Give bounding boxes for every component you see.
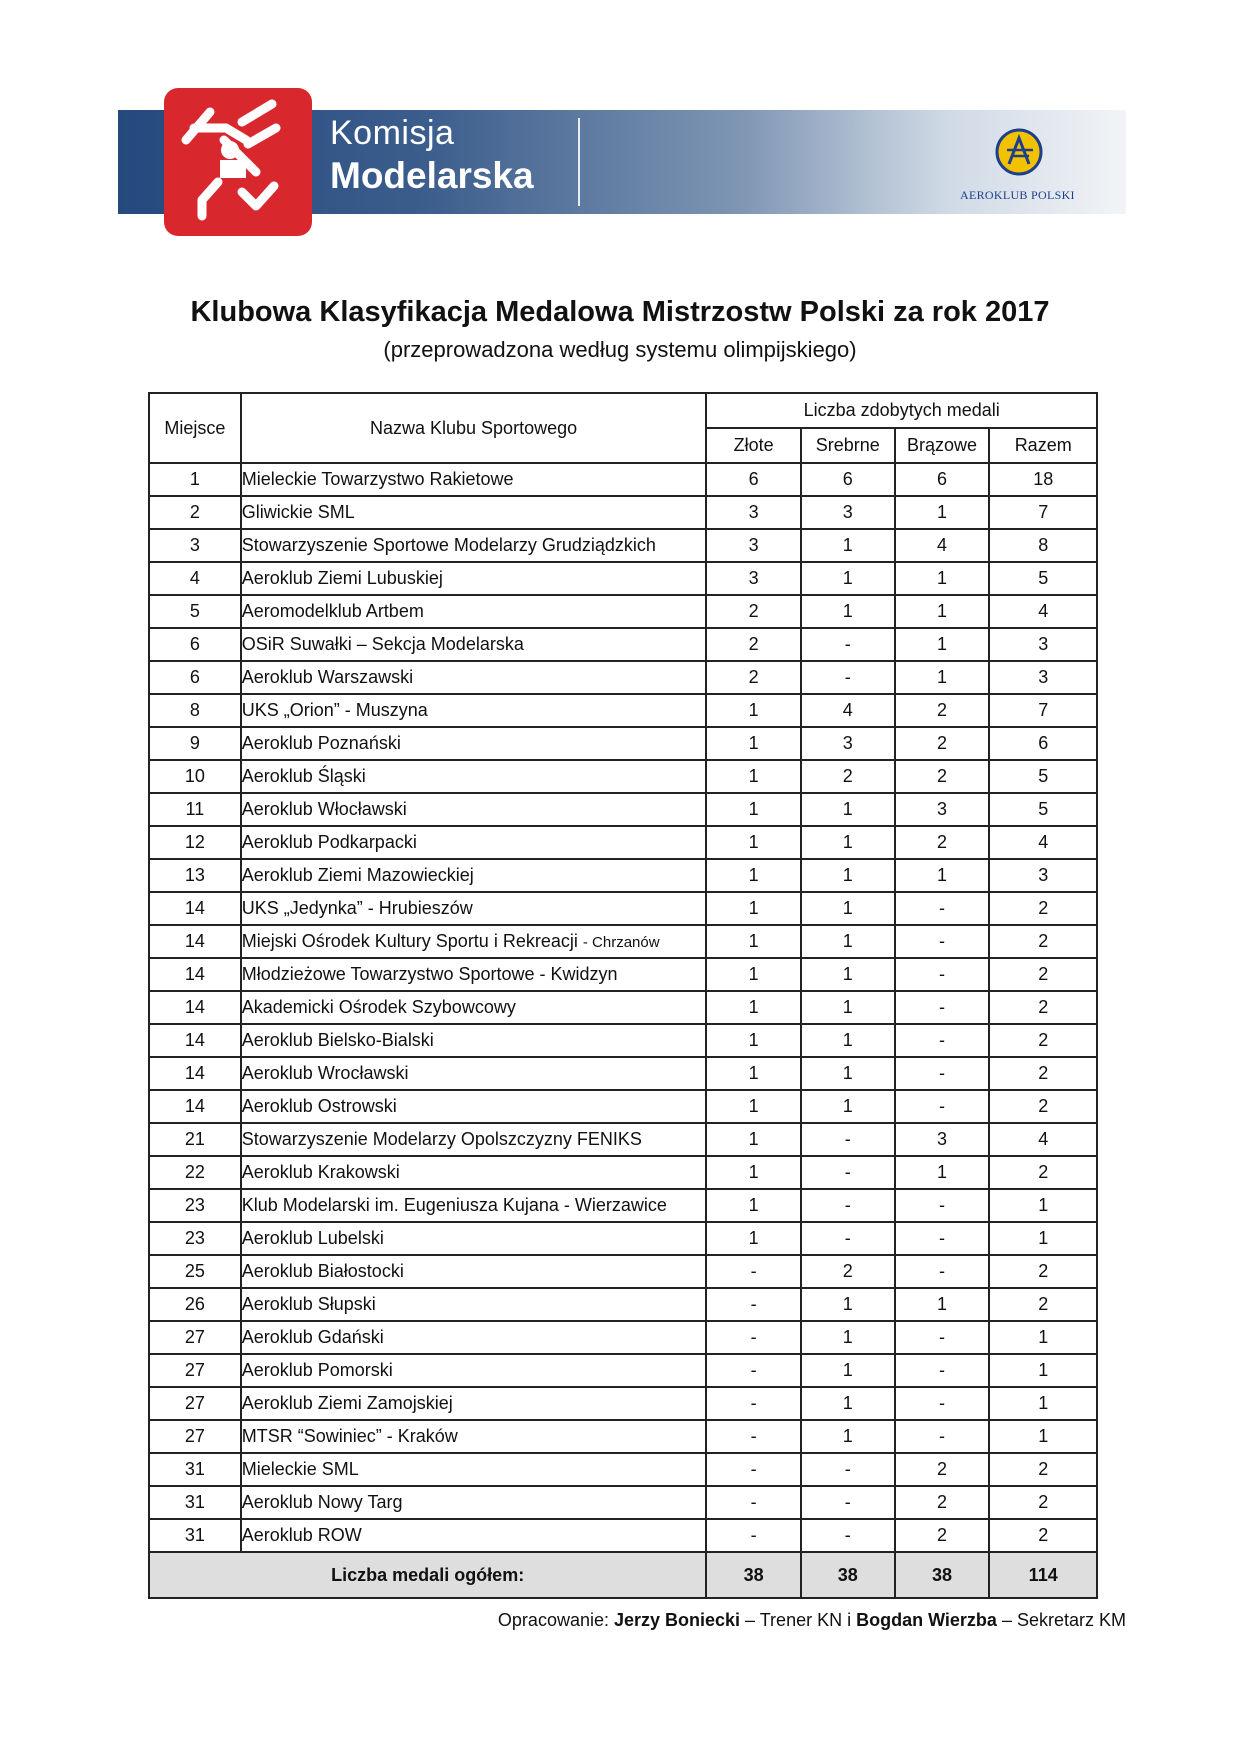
table-row — [149, 925, 1097, 958]
place-cell: 22 — [149, 1156, 241, 1189]
silver-cell: - — [801, 1222, 895, 1255]
total-cell: 7 — [989, 496, 1097, 529]
gold-cell: 3 — [706, 562, 801, 595]
club-name-cell — [241, 925, 707, 958]
bronze-cell: - — [895, 958, 990, 991]
gold-cell: 2 — [706, 661, 801, 694]
club-name: MTSR “Sowiniec” - Kraków — [241, 1426, 458, 1446]
place-cell: 10 — [149, 760, 241, 793]
place-cell: 12 — [149, 826, 241, 859]
gold-cell: 1 — [706, 727, 801, 760]
aeroklub-polski-label: AEROKLUB POLSKI — [960, 188, 1075, 202]
silver-cell: 1 — [801, 1387, 895, 1420]
footer-author-1: Jerzy Boniecki — [613, 1610, 741, 1630]
club-name-cell — [241, 1519, 707, 1552]
table-row — [149, 1354, 1097, 1387]
club-name-cell — [241, 991, 707, 1024]
club-name: Mieleckie SML — [241, 1459, 359, 1479]
club-name-cell — [241, 1090, 707, 1123]
silver-cell: 1 — [801, 1420, 895, 1453]
total-cell: 2 — [989, 958, 1097, 991]
club-name: Aeroklub Słupski — [241, 1294, 376, 1314]
gold-cell: 1 — [706, 1024, 801, 1057]
place-cell: 6 — [149, 661, 241, 694]
gold-cell: 1 — [706, 1156, 801, 1189]
club-name: Akademicki Ośrodek Szybowcowy — [241, 997, 516, 1017]
bronze-cell: 1 — [895, 661, 990, 694]
table-row — [149, 694, 1097, 727]
bronze-cell: - — [895, 1222, 990, 1255]
club-name-cell — [241, 892, 707, 925]
gold-cell: 1 — [706, 1123, 801, 1156]
table-row — [149, 1288, 1097, 1321]
silver-cell: - — [801, 628, 895, 661]
place-cell: 14 — [149, 991, 241, 1024]
bronze-cell: - — [895, 1387, 990, 1420]
silver-cell: - — [801, 1189, 895, 1222]
silver-cell: - — [801, 661, 895, 694]
place-cell: 9 — [149, 727, 241, 760]
place-cell: 4 — [149, 562, 241, 595]
bronze-cell: - — [895, 991, 990, 1024]
bronze-cell: 2 — [895, 760, 990, 793]
club-name: Aeroklub Nowy Targ — [241, 1492, 403, 1512]
silver-cell: 1 — [801, 1057, 895, 1090]
club-name: Aeroklub Krakowski — [241, 1162, 400, 1182]
table-row — [149, 1222, 1097, 1255]
komisja-modelarska-logo — [164, 88, 312, 236]
total-cell: 2 — [989, 892, 1097, 925]
totals-all: 114 — [989, 1552, 1097, 1598]
club-name: Aeroklub Ziemi Lubuskiej — [241, 568, 443, 588]
place-cell: 31 — [149, 1519, 241, 1552]
place-cell: 31 — [149, 1453, 241, 1486]
total-cell: 2 — [989, 1156, 1097, 1189]
club-name-cell — [241, 1486, 707, 1519]
bronze-cell: 2 — [895, 1519, 990, 1552]
club-name: Klub Modelarski im. Eugeniusza Kujana - Wierzawice — [241, 1195, 667, 1215]
total-cell: 1 — [989, 1321, 1097, 1354]
table-row — [149, 1057, 1097, 1090]
bronze-cell: - — [895, 1024, 990, 1057]
total-cell: 2 — [989, 1453, 1097, 1486]
bronze-cell: 1 — [895, 496, 990, 529]
gold-cell: 1 — [706, 1222, 801, 1255]
totals-gold: 38 — [706, 1552, 801, 1598]
gold-cell: - — [706, 1486, 801, 1519]
bronze-cell: 3 — [895, 793, 990, 826]
gold-cell: 6 — [706, 463, 801, 496]
gold-cell: 1 — [706, 694, 801, 727]
silver-cell: 1 — [801, 562, 895, 595]
gold-cell: 3 — [706, 529, 801, 562]
bronze-cell: - — [895, 1255, 990, 1288]
pictogram-icon — [164, 88, 312, 236]
club-name-cell — [241, 694, 707, 727]
gold-cell: - — [706, 1420, 801, 1453]
club-name-cell — [241, 1420, 707, 1453]
page-subtitle: (przeprowadzona według systemu olimpijskiego) — [383, 337, 857, 362]
gold-cell: 1 — [706, 1189, 801, 1222]
club-name-cell — [241, 1288, 707, 1321]
place-cell: 8 — [149, 694, 241, 727]
silver-cell: - — [801, 1486, 895, 1519]
table-row — [149, 1090, 1097, 1123]
club-name-cell — [241, 1453, 707, 1486]
club-name: Aeroklub Lubelski — [241, 1228, 384, 1248]
club-name-cell — [241, 1156, 707, 1189]
header-place: Miejsce — [149, 393, 241, 463]
table-row — [149, 1189, 1097, 1222]
club-name-cell — [241, 628, 707, 661]
footer-role-2: – Sekretarz KM — [996, 1610, 1126, 1630]
brand-name — [330, 116, 534, 194]
silver-cell: 1 — [801, 859, 895, 892]
bronze-cell: 1 — [895, 859, 990, 892]
club-name: UKS „Orion” - Muszyna — [241, 700, 428, 720]
place-cell: 27 — [149, 1321, 241, 1354]
total-cell: 2 — [989, 991, 1097, 1024]
silver-cell: 1 — [801, 1288, 895, 1321]
total-cell: 1 — [989, 1189, 1097, 1222]
place-cell: 14 — [149, 925, 241, 958]
gold-cell: 1 — [706, 1057, 801, 1090]
bronze-cell: 1 — [895, 1288, 990, 1321]
total-cell: 4 — [989, 826, 1097, 859]
table-row — [149, 859, 1097, 892]
footer-prefix: Opracowanie: — [497, 1610, 614, 1630]
place-cell: 2 — [149, 496, 241, 529]
header-bronze: Brązowe — [895, 428, 990, 463]
table-row — [149, 562, 1097, 595]
gold-cell: 1 — [706, 760, 801, 793]
total-cell: 2 — [989, 1057, 1097, 1090]
table-row — [149, 892, 1097, 925]
table-row — [149, 1024, 1097, 1057]
bronze-cell: 1 — [895, 562, 990, 595]
silver-cell: 3 — [801, 727, 895, 760]
totals-bronze: 38 — [895, 1552, 990, 1598]
table-row — [149, 463, 1097, 496]
table-row — [149, 1453, 1097, 1486]
silver-cell: 1 — [801, 991, 895, 1024]
club-name-cell — [241, 793, 707, 826]
table-row — [149, 1387, 1097, 1420]
total-cell: 6 — [989, 727, 1097, 760]
bronze-cell: 2 — [895, 727, 990, 760]
place-cell: 1 — [149, 463, 241, 496]
silver-cell: 1 — [801, 529, 895, 562]
gold-cell: - — [706, 1354, 801, 1387]
gold-cell: - — [706, 1288, 801, 1321]
place-cell: 25 — [149, 1255, 241, 1288]
gold-cell: - — [706, 1255, 801, 1288]
gold-cell: - — [706, 1519, 801, 1552]
club-name: Aeroklub Poznański — [241, 733, 401, 753]
bronze-cell: 1 — [895, 595, 990, 628]
silver-cell: 1 — [801, 1024, 895, 1057]
total-cell: 2 — [989, 1519, 1097, 1552]
club-name-cell — [241, 1057, 707, 1090]
club-name: Aeroklub Ostrowski — [241, 1096, 397, 1116]
bronze-cell: 2 — [895, 694, 990, 727]
header-total: Razem — [989, 428, 1097, 463]
total-cell: 2 — [989, 925, 1097, 958]
header-silver: Srebrne — [801, 428, 895, 463]
bronze-cell: 2 — [895, 826, 990, 859]
total-cell: 8 — [989, 529, 1097, 562]
header-gold: Złote — [706, 428, 801, 463]
total-cell: 2 — [989, 1288, 1097, 1321]
prepared-by — [498, 1610, 1126, 1631]
table-row — [149, 595, 1097, 628]
gold-cell: - — [706, 1321, 801, 1354]
club-name: Aeroklub Bielsko-Bialski — [241, 1030, 434, 1050]
table-row — [149, 958, 1097, 991]
silver-cell: 1 — [801, 892, 895, 925]
page-title: Klubowa Klasyfikacja Medalowa Mistrzostw Polski za rok 2017 — [190, 296, 1050, 328]
club-name-cell — [241, 595, 707, 628]
club-name-cell — [241, 463, 707, 496]
table-row — [149, 661, 1097, 694]
bronze-cell: - — [895, 1321, 990, 1354]
table-row — [149, 1519, 1097, 1552]
club-name: Aeroklub Ziemi Zamojskiej — [241, 1393, 453, 1413]
place-cell: 31 — [149, 1486, 241, 1519]
gold-cell: 1 — [706, 958, 801, 991]
medal-table — [148, 392, 1098, 1599]
place-cell: 14 — [149, 1090, 241, 1123]
banner-divider — [578, 118, 580, 206]
gold-cell: 1 — [706, 925, 801, 958]
bronze-cell: 4 — [895, 529, 990, 562]
total-cell: 18 — [989, 463, 1097, 496]
bronze-cell: 6 — [895, 463, 990, 496]
totals-label: Liczba medali ogółem: — [149, 1552, 706, 1598]
silver-cell: 1 — [801, 1321, 895, 1354]
club-name-cell — [241, 1354, 707, 1387]
club-name: Aeroklub Podkarpacki — [241, 832, 417, 852]
bronze-cell: 2 — [895, 1486, 990, 1519]
place-cell: 14 — [149, 1057, 241, 1090]
gold-cell: 1 — [706, 1090, 801, 1123]
gold-cell: 2 — [706, 595, 801, 628]
table-row — [149, 991, 1097, 1024]
bronze-cell: 3 — [895, 1123, 990, 1156]
table-row — [149, 628, 1097, 661]
silver-cell: 1 — [801, 925, 895, 958]
total-cell: 2 — [989, 1255, 1097, 1288]
silver-cell: - — [801, 1519, 895, 1552]
silver-cell: 2 — [801, 760, 895, 793]
club-name-cell — [241, 826, 707, 859]
table-row — [149, 760, 1097, 793]
club-name-cell — [241, 958, 707, 991]
club-name: Mieleckie Towarzystwo Rakietowe — [241, 469, 514, 489]
gold-cell: - — [706, 1387, 801, 1420]
bronze-cell: - — [895, 1057, 990, 1090]
table-row — [149, 1321, 1097, 1354]
club-name-cell — [241, 529, 707, 562]
table-row — [149, 529, 1097, 562]
place-cell: 6 — [149, 628, 241, 661]
bronze-cell: - — [895, 1354, 990, 1387]
brand-line-2: Modelarska — [330, 155, 534, 196]
silver-cell: 2 — [801, 1255, 895, 1288]
total-cell: 5 — [989, 562, 1097, 595]
silver-cell: - — [801, 1156, 895, 1189]
silver-cell: 1 — [801, 826, 895, 859]
club-name: Gliwickie SML — [241, 502, 355, 522]
total-cell: 1 — [989, 1354, 1097, 1387]
club-name-cell — [241, 661, 707, 694]
place-cell: 27 — [149, 1354, 241, 1387]
silver-cell: 6 — [801, 463, 895, 496]
table-body — [149, 463, 1097, 1552]
table-row — [149, 496, 1097, 529]
table-row — [149, 1420, 1097, 1453]
place-cell: 23 — [149, 1222, 241, 1255]
club-name-cell — [241, 1321, 707, 1354]
club-name: Aeroklub Gdański — [241, 1327, 384, 1347]
silver-cell: 1 — [801, 958, 895, 991]
gold-cell: 3 — [706, 496, 801, 529]
gold-cell: 1 — [706, 826, 801, 859]
table-row — [149, 1123, 1097, 1156]
silver-cell: 1 — [801, 595, 895, 628]
club-name: Aeroklub Ziemi Mazowieckiej — [241, 865, 474, 885]
club-name-cell — [241, 1024, 707, 1057]
club-name-cell — [241, 1387, 707, 1420]
club-name-cell — [241, 727, 707, 760]
silver-cell: 4 — [801, 694, 895, 727]
silver-cell: - — [801, 1123, 895, 1156]
place-cell: 11 — [149, 793, 241, 826]
gold-cell: 1 — [706, 991, 801, 1024]
club-name: Aeroklub Włocławski — [241, 799, 407, 819]
gold-cell: 1 — [706, 793, 801, 826]
club-name: Stowarzyszenie Modelarzy Opolszczyzny FENIKS — [241, 1129, 642, 1149]
club-name-suffix: - Chrzanów — [582, 934, 660, 951]
bronze-cell: 1 — [895, 1156, 990, 1189]
place-cell: 13 — [149, 859, 241, 892]
club-name: Aeroklub Wrocławski — [241, 1063, 409, 1083]
place-cell: 14 — [149, 958, 241, 991]
total-cell: 5 — [989, 760, 1097, 793]
place-cell: 21 — [149, 1123, 241, 1156]
totals-row — [149, 1552, 1097, 1598]
place-cell: 27 — [149, 1420, 241, 1453]
place-cell: 14 — [149, 1024, 241, 1057]
table-row — [149, 793, 1097, 826]
total-cell: 2 — [989, 1486, 1097, 1519]
club-name: Aeroklub Warszawski — [241, 667, 414, 687]
total-cell: 2 — [989, 1090, 1097, 1123]
silver-cell: 1 — [801, 1354, 895, 1387]
place-cell: 23 — [149, 1189, 241, 1222]
silver-cell: 3 — [801, 496, 895, 529]
total-cell: 4 — [989, 595, 1097, 628]
club-name: Aeroklub Pomorski — [241, 1360, 393, 1380]
total-cell: 3 — [989, 859, 1097, 892]
club-name-cell — [241, 1255, 707, 1288]
gold-cell: - — [706, 1453, 801, 1486]
brand-line-1: Komisja — [330, 114, 455, 152]
club-name: Aeroklub Śląski — [241, 766, 366, 786]
bronze-cell: 2 — [895, 1453, 990, 1486]
place-cell: 14 — [149, 892, 241, 925]
club-name: UKS „Jedynka” - Hrubieszów — [241, 898, 473, 918]
total-cell: 2 — [989, 1024, 1097, 1057]
club-name: Aeromodelklub Artbem — [241, 601, 424, 621]
club-name: OSiR Suwałki – Sekcja Modelarska — [241, 634, 524, 654]
club-name-cell — [241, 496, 707, 529]
gold-cell: 2 — [706, 628, 801, 661]
club-name-cell — [241, 859, 707, 892]
silver-cell: 1 — [801, 793, 895, 826]
club-name: Miejski Ośrodek Kultury Sportu i Rekreacji — [241, 931, 583, 951]
place-cell: 27 — [149, 1387, 241, 1420]
table-row — [149, 1156, 1097, 1189]
silver-cell: 1 — [801, 1090, 895, 1123]
table-row — [149, 727, 1097, 760]
total-cell: 7 — [989, 694, 1097, 727]
footer-author-2: Bogdan Wierzba — [856, 1610, 997, 1630]
total-cell: 1 — [989, 1420, 1097, 1453]
total-cell: 1 — [989, 1222, 1097, 1255]
bronze-cell: 1 — [895, 628, 990, 661]
bronze-cell: - — [895, 892, 990, 925]
place-cell: 3 — [149, 529, 241, 562]
total-cell: 4 — [989, 1123, 1097, 1156]
totals-silver: 38 — [801, 1552, 895, 1598]
bronze-cell: - — [895, 925, 990, 958]
place-cell: 5 — [149, 595, 241, 628]
header-medal-group: Liczba zdobytych medali — [706, 393, 1097, 428]
table-row — [149, 1255, 1097, 1288]
club-name: Młodzieżowe Towarzystwo Sportowe - Kwidzyn — [241, 964, 618, 984]
total-cell: 5 — [989, 793, 1097, 826]
bronze-cell: - — [895, 1420, 990, 1453]
club-name-cell — [241, 760, 707, 793]
bronze-cell: - — [895, 1090, 990, 1123]
club-name-cell — [241, 1123, 707, 1156]
bronze-cell: - — [895, 1189, 990, 1222]
total-cell: 3 — [989, 661, 1097, 694]
club-name-cell — [241, 562, 707, 595]
header-club: Nazwa Klubu Sportowego — [241, 393, 707, 463]
silver-cell: - — [801, 1453, 895, 1486]
table-row — [149, 1486, 1097, 1519]
aeroklub-polski-logo-icon — [995, 128, 1043, 176]
table-row — [149, 826, 1097, 859]
club-name: Aeroklub ROW — [241, 1525, 362, 1545]
club-name-cell — [241, 1189, 707, 1222]
total-cell: 3 — [989, 628, 1097, 661]
club-name-cell — [241, 1222, 707, 1255]
place-cell: 26 — [149, 1288, 241, 1321]
total-cell: 1 — [989, 1387, 1097, 1420]
gold-cell: 1 — [706, 859, 801, 892]
club-name: Stowarzyszenie Sportowe Modelarzy Grudziądzkich — [241, 535, 656, 555]
footer-role-1: – Trener KN i — [740, 1610, 857, 1630]
club-name: Aeroklub Białostocki — [241, 1261, 404, 1281]
gold-cell: 1 — [706, 892, 801, 925]
